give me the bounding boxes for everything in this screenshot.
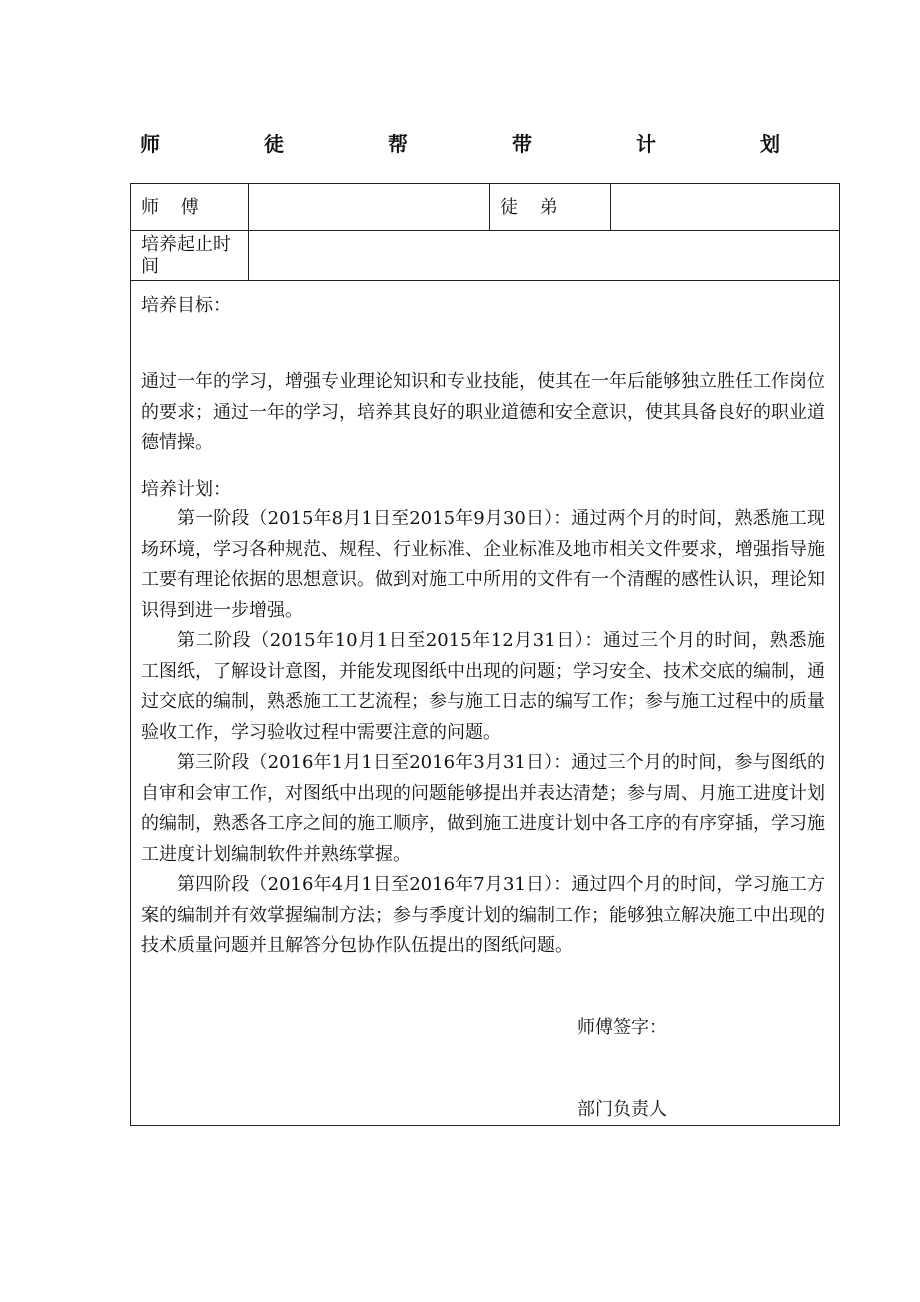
plan-heading: 培养计划： [141,479,231,500]
row-divider [131,280,839,281]
apprentice-label: 徒 弟 [500,197,566,218]
column-divider [489,184,490,230]
column-divider [248,184,249,280]
column-divider [610,184,611,230]
page-title [140,132,780,156]
department-head-label: 部门负责人 [577,1099,667,1120]
plan-stage-4: 第四阶段（2016年4月1日至2016年7月31日）：通过四个月的时间，学习施工方案的编制并有效掌握编制方法；参与季度计划的编制工作；能够独立解决施工中出现的技术质量问题并且解答分包协作队伍提出的图纸问题。 [141,874,825,956]
title-char: 徒 [264,132,284,156]
plan-form [130,183,840,1126]
training-period-label: 培养起止时间 [141,234,231,277]
title-char: 带 [512,132,532,156]
master-label: 师 傅 [141,197,207,218]
plan-stage-3: 第三阶段（2016年1月1日至2016年3月31日）：通过三个月的时间，参与图纸的自审和会审工作，对图纸中出现的问题能够提出并表达清楚；参与周、月施工进度计划的编制，熟悉各工序之间的施工顺序，做到施工进度计划中各工序的有序穿插，学习施工进度计划编制软件并熟练掌握。 [141,752,825,865]
plan-stage-1: 第一阶段（2015年8月1日至2015年9月30日）：通过两个月的时间，熟悉施工现场环境，学习各种规范、规程、行业标准、企业标准及地市相关文件要求，增强指导施工要有理论依据的思想意识。做到对施工中所用的文件有一个清醒的感性认识，理论知识得到进一步增强。 [141,508,825,621]
master-signature-label: 师傅签字： [577,1017,667,1038]
goal-heading: 培养目标： [141,295,231,316]
goal-text: 通过一年的学习，增强专业理论知识和专业技能，使其在一年后能够独立胜任工作岗位的要求；通过一年的学习，培养其良好的职业道德和安全意识，使其具备良好的职业道德情操。 [141,371,825,453]
title-char: 计 [636,132,656,156]
plan-stage-2: 第二阶段（2015年10月1日至2015年12月31日）：通过三个月的时间，熟悉施工图纸，了解设计意图，并能发现图纸中出现的问题；学习安全、技术交底的编制，通过交底的编制，熟悉施工工艺流程；参与施工日志的编写工作；参与施工过程中的质量验收工作，学习验收过程中需要注意的问题。 [141,630,825,743]
title-char: 师 [140,132,160,156]
row-divider [131,230,839,231]
title-char: 划 [760,132,780,156]
title-char: 帮 [388,132,408,156]
